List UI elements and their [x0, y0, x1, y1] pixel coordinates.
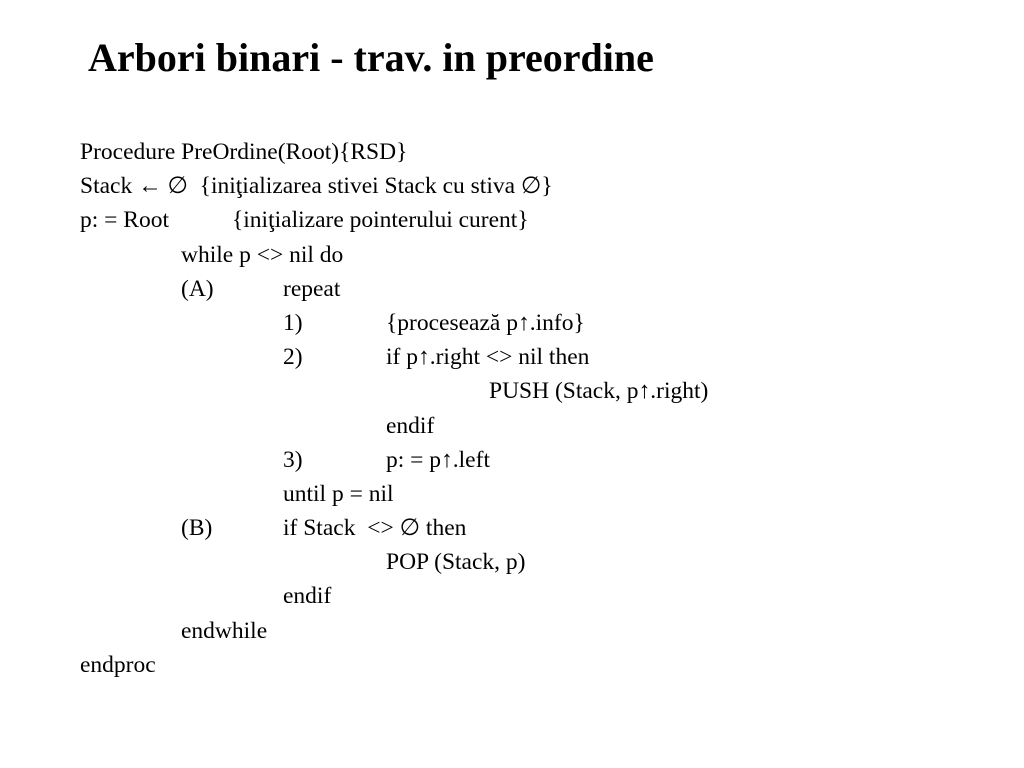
step-number-3: 3)	[283, 446, 303, 473]
endproc-keyword: endproc	[80, 651, 156, 678]
pseudocode-block	[0, 135, 1024, 682]
code-line	[0, 409, 1024, 443]
code-line	[0, 443, 1024, 477]
repeat-keyword: repeat	[283, 275, 341, 302]
process-comment: {procesează p↑.info}	[386, 309, 585, 336]
code-line	[0, 614, 1024, 648]
code-line	[0, 306, 1024, 340]
code-line	[0, 579, 1024, 613]
stack-init: Stack ← ∅ {iniţializarea stivei Stack cu stiva ∅}	[80, 173, 553, 200]
code-line	[0, 340, 1024, 374]
step-number-1: 1)	[283, 309, 303, 336]
while-header: while p <> nil do	[181, 241, 344, 268]
endwhile-keyword: endwhile	[181, 617, 268, 644]
pointer-init: p: = Root	[80, 207, 169, 234]
endif-outer: endif	[283, 583, 332, 610]
code-line	[0, 545, 1024, 579]
code-line	[0, 203, 1024, 237]
procedure-header: Procedure PreOrdine(Root){RSD}	[80, 139, 408, 165]
step-number-2: 2)	[283, 344, 303, 371]
code-line	[0, 272, 1024, 306]
code-line	[0, 169, 1024, 203]
code-line	[0, 511, 1024, 545]
until-statement: until p = nil	[283, 480, 394, 507]
code-line	[0, 238, 1024, 272]
code-line	[0, 135, 1024, 169]
code-line	[0, 477, 1024, 511]
pop-statement: POP (Stack, p)	[386, 549, 526, 576]
slide-title: Arbori binari - trav. in preordine	[88, 35, 654, 80]
move-left-statement: p: = p↑.left	[386, 446, 490, 473]
push-statement: PUSH (Stack, p↑.right)	[489, 378, 709, 405]
if-stack-check: if Stack <> ∅ then	[283, 515, 467, 542]
code-line	[0, 374, 1024, 408]
code-line	[0, 648, 1024, 682]
if-right-check: if p↑.right <> nil then	[386, 344, 590, 371]
step-label-a: (A)	[181, 275, 214, 302]
pointer-init-comment: {iniţializare pointerului curent}	[232, 207, 529, 234]
step-label-b: (B)	[181, 515, 213, 542]
endif-inner: endif	[386, 412, 435, 439]
